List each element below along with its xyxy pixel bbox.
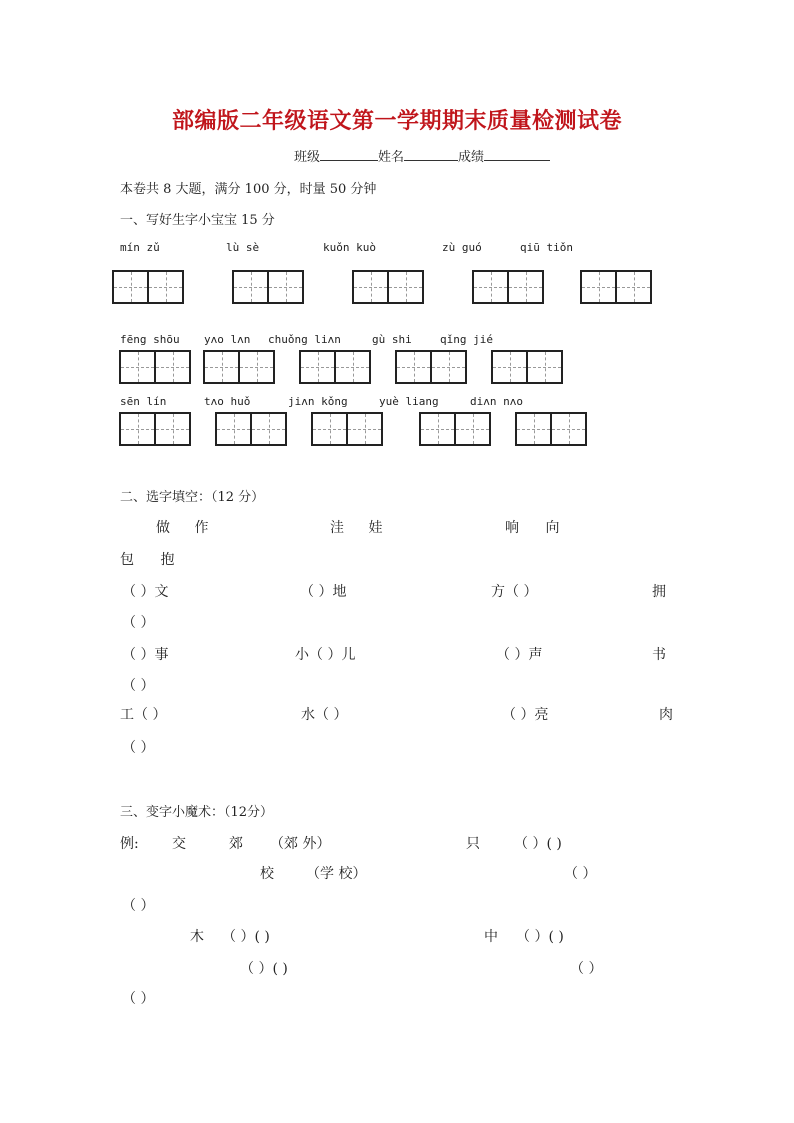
magic-blank[interactable]: （ ）: [122, 991, 155, 1007]
section3-heading: 三、变字小魔术：（12分）: [120, 805, 274, 820]
student-info-line: [294, 146, 550, 165]
fill-word: 肉: [659, 707, 673, 723]
writing-box[interactable]: [311, 412, 383, 446]
fill-blank[interactable]: （ ）: [122, 740, 155, 756]
pinyin-3-3: jiʌn kǒng: [288, 395, 348, 408]
fill-word: 拥: [652, 584, 666, 600]
pinyin-1-1: mín zǔ: [120, 241, 160, 254]
fill-blank[interactable]: 工（ ）: [120, 707, 167, 723]
name-label: 姓名: [378, 150, 405, 165]
magic-blank[interactable]: （ ）: [570, 961, 603, 977]
magic-char: 只: [466, 836, 480, 852]
pinyin-1-2: lù sè: [226, 241, 260, 254]
section2-heading: 二、选字填空：（12 分）: [120, 490, 265, 505]
page-title: 部编版二年级语文第一学期期末质量检测试卷: [171, 109, 622, 134]
fill-blank[interactable]: （ ）事: [122, 647, 169, 663]
example-char: 交: [172, 836, 186, 852]
writing-box[interactable]: [515, 412, 587, 446]
fill-blank[interactable]: （ ）亮: [502, 707, 549, 723]
example-char: 校: [260, 866, 274, 882]
writing-box[interactable]: [299, 350, 371, 384]
magic-blank[interactable]: （ ）( ): [514, 836, 562, 852]
section1-heading: 一、写好生字小宝宝 15 分: [120, 213, 275, 228]
example-word: （郊 外）: [270, 836, 331, 852]
pinyin-1-3: kuǒn kuò: [323, 241, 376, 254]
magic-blank[interactable]: （ ）: [122, 898, 155, 914]
char-pair-1: 做 作: [156, 520, 209, 536]
pinyin-1-5: qiū tiǒn: [520, 241, 573, 254]
writing-box[interactable]: [119, 412, 191, 446]
score-label: 成绩: [458, 150, 485, 165]
fill-blank[interactable]: （ ）: [122, 678, 155, 694]
pinyin-2-5: qǐng jié: [440, 333, 493, 346]
writing-box[interactable]: [203, 350, 275, 384]
magic-char: 木: [190, 929, 204, 945]
char-pair-3: 响 向: [505, 520, 560, 536]
fill-blank[interactable]: （ ）文: [122, 584, 169, 600]
magic-blank[interactable]: （ ）( ): [222, 929, 270, 945]
writing-box[interactable]: [232, 270, 304, 304]
fill-word: 书: [652, 647, 666, 663]
magic-blank[interactable]: （ ）( ): [516, 929, 564, 945]
fill-blank[interactable]: （ ）声: [496, 647, 543, 663]
pinyin-3-2: tʌo huǒ: [204, 395, 251, 408]
fill-blank[interactable]: 水（ ）: [301, 707, 348, 723]
magic-blank[interactable]: （ ）: [564, 866, 597, 882]
pinyin-2-2: yʌo lʌn: [204, 333, 251, 346]
fill-blank[interactable]: （ ）: [122, 615, 155, 631]
magic-blank[interactable]: （ ）( ): [240, 961, 288, 977]
char-pair-4: 包 抱: [120, 552, 175, 568]
example-word: （学 校）: [306, 866, 367, 882]
example-label: 例:: [120, 836, 139, 852]
pinyin-3-5: diʌn nʌo: [470, 395, 523, 408]
pinyin-2-1: fēng shōu: [120, 333, 180, 346]
writing-box[interactable]: [419, 412, 491, 446]
name-blank[interactable]: [404, 148, 458, 161]
pinyin-1-4: zù guó: [442, 241, 482, 254]
fill-blank[interactable]: （ ）地: [300, 584, 347, 600]
fill-blank[interactable]: 小（ ）儿: [295, 647, 356, 663]
writing-box[interactable]: [395, 350, 467, 384]
writing-box[interactable]: [491, 350, 563, 384]
score-blank[interactable]: [484, 148, 550, 161]
class-blank[interactable]: [320, 148, 378, 161]
pinyin-2-4: gù shi: [372, 333, 412, 346]
pinyin-3-1: sēn lín: [120, 395, 167, 408]
writing-box[interactable]: [352, 270, 424, 304]
exam-intro: 本卷共 8 大题，满分 100 分，时量 50 分钟: [120, 182, 377, 197]
pinyin-3-4: yuè liang: [379, 395, 439, 408]
writing-box[interactable]: [580, 270, 652, 304]
magic-char: 中: [484, 929, 498, 945]
char-pair-2: 洼 娃: [330, 520, 383, 536]
writing-box[interactable]: [215, 412, 287, 446]
writing-box[interactable]: [472, 270, 544, 304]
fill-blank[interactable]: 方（ ）: [491, 584, 538, 600]
example-char: 郊: [229, 836, 243, 852]
writing-box[interactable]: [112, 270, 184, 304]
pinyin-2-3: chuǒng liʌn: [268, 333, 341, 346]
writing-box[interactable]: [119, 350, 191, 384]
class-label: 班级: [294, 150, 321, 165]
